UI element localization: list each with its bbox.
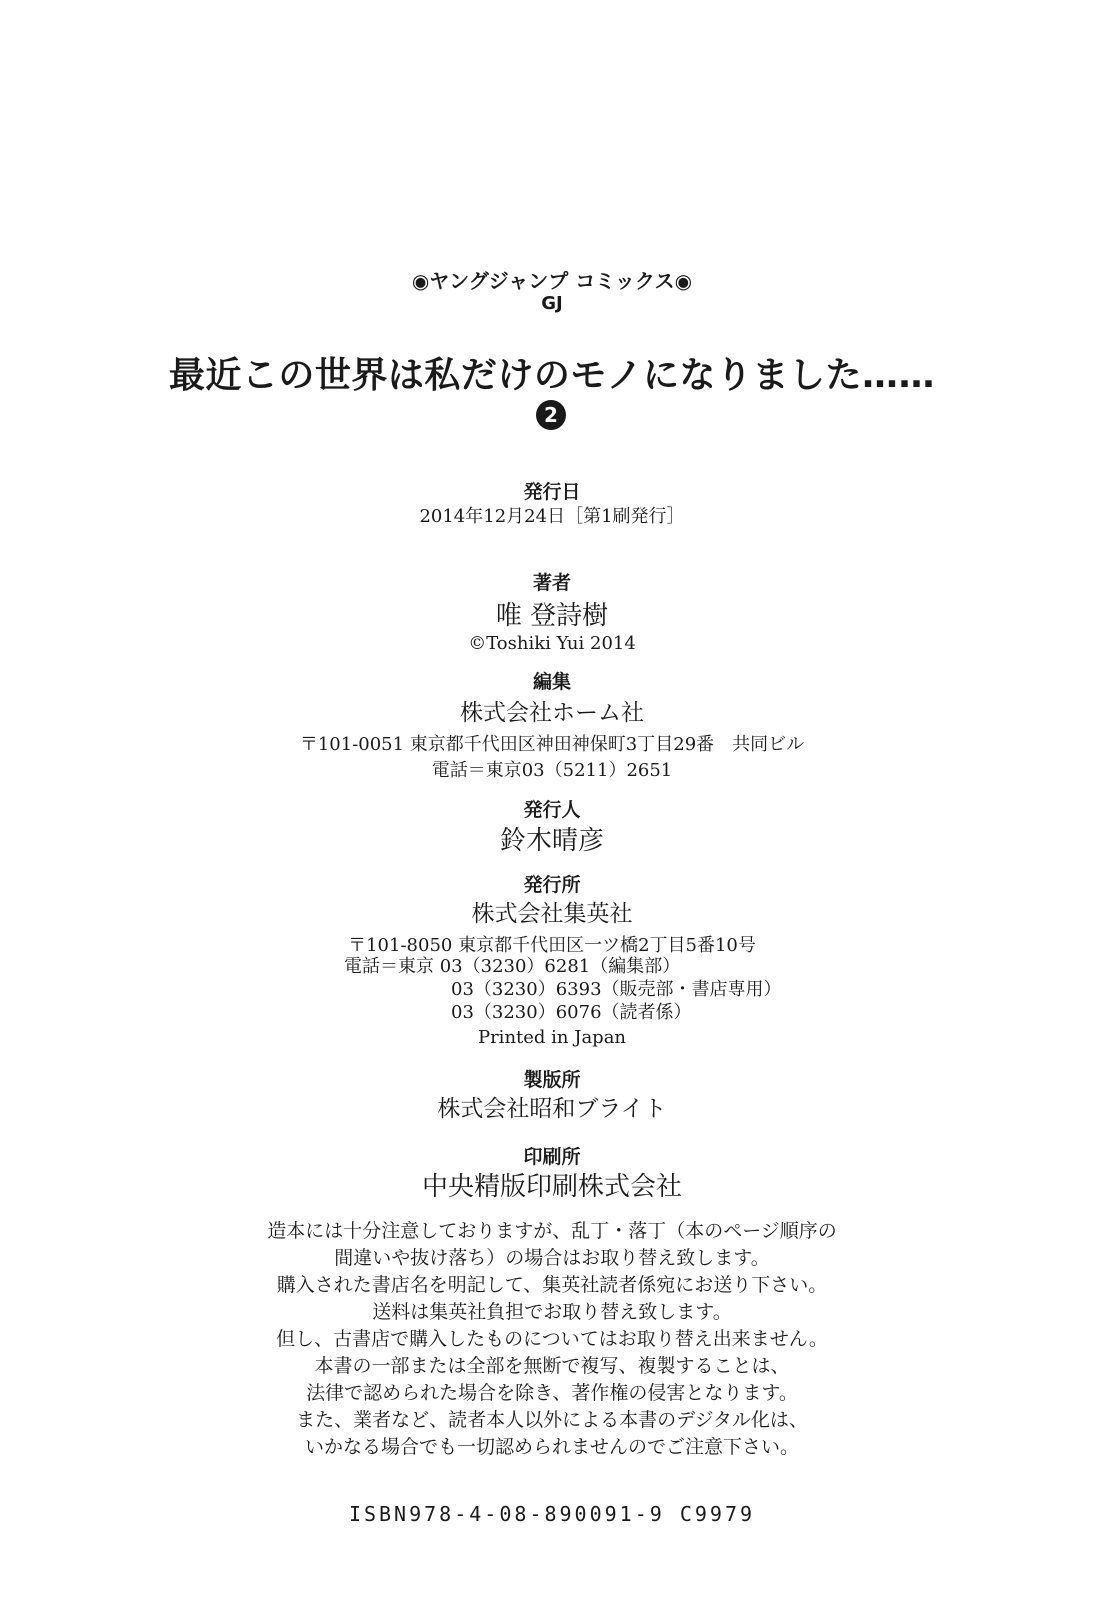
copyright-line: ©Toshiki Yui 2014	[468, 633, 636, 654]
notice-line: いかなる場合でも一切認められませんのでご注意下さい。	[304, 1436, 799, 1458]
publisher-company: 株式会社集英社	[471, 901, 633, 927]
volume-number: 2	[536, 400, 566, 430]
printed-in-japan: Printed in Japan	[477, 1027, 627, 1048]
publisher-person-name: 鈴木晴彦	[499, 826, 604, 856]
publisher-heading: 発行所	[523, 874, 581, 896]
plate-maker-heading: 製版所	[523, 1069, 581, 1091]
isbn-line: ISBN978-4-08-890091-9 C9979	[348, 1502, 756, 1526]
publisher-phone-sales: 03（3230）6393（販売部・書店専用）	[451, 979, 782, 1000]
publisher-person-heading: 発行人	[523, 799, 581, 821]
editor-address: 〒101-0051 東京都千代田区神田神保町3丁目29番 共同ビル	[299, 734, 805, 755]
author-heading: 著者	[532, 572, 571, 594]
printer-company: 中央精版印刷株式会社	[421, 1172, 682, 1202]
notice-line: 但し、古書店で購入したものについてはお取り替え出来ません。	[276, 1328, 828, 1350]
editor-heading: 編集	[532, 671, 571, 693]
notice-line: 送料は集英社負担でお取り替え致します。	[372, 1301, 732, 1323]
notice-line: 法律で認められた場合を除き、著作権の侵害となります。	[306, 1382, 798, 1404]
publication-date: 2014年12月24日［第1刷発行］	[419, 506, 685, 527]
editor-phone: 電話＝東京03（5211）2651	[431, 760, 673, 781]
publisher-address: 〒101-8050 東京都千代田区一ツ橋2丁目5番10号	[348, 935, 756, 956]
notice-line: 本書の一部または全部を無断で複写、複製することは、	[314, 1355, 790, 1377]
notice-line: 間違いや抜け落ち）の場合はお取り替え致します。	[334, 1247, 770, 1269]
notice-line: また、業者など、読者本人以外による本書のデジタル化は、	[296, 1409, 808, 1431]
editor-company: 株式会社ホーム社	[460, 700, 644, 726]
publisher-phone-editorial: 電話＝東京 03（3230）6281（編集部）	[344, 956, 681, 977]
notice-line: 造本には十分注意しておりますが、乱丁・落丁（本のページ順序の	[267, 1220, 837, 1242]
notice-block	[0, 1218, 1104, 1461]
notice-line: 購入された書店名を明記して、集英社読者係宛にお送り下さい。	[276, 1274, 828, 1296]
printer-heading: 印刷所	[523, 1146, 581, 1168]
series-label: ◉ヤングジャンプ コミックス◉	[411, 269, 693, 293]
date-heading: 発行日	[523, 481, 581, 503]
plate-maker-company: 株式会社昭和ブライト	[437, 1096, 667, 1122]
author-name: 唯 登詩樹	[495, 601, 609, 631]
subseries-label: GJ	[541, 293, 563, 314]
publisher-phone-readers: 03（3230）6076（読者係）	[451, 1002, 692, 1023]
book-title: 最近この世界は私だけのモノになりました……	[168, 355, 936, 396]
